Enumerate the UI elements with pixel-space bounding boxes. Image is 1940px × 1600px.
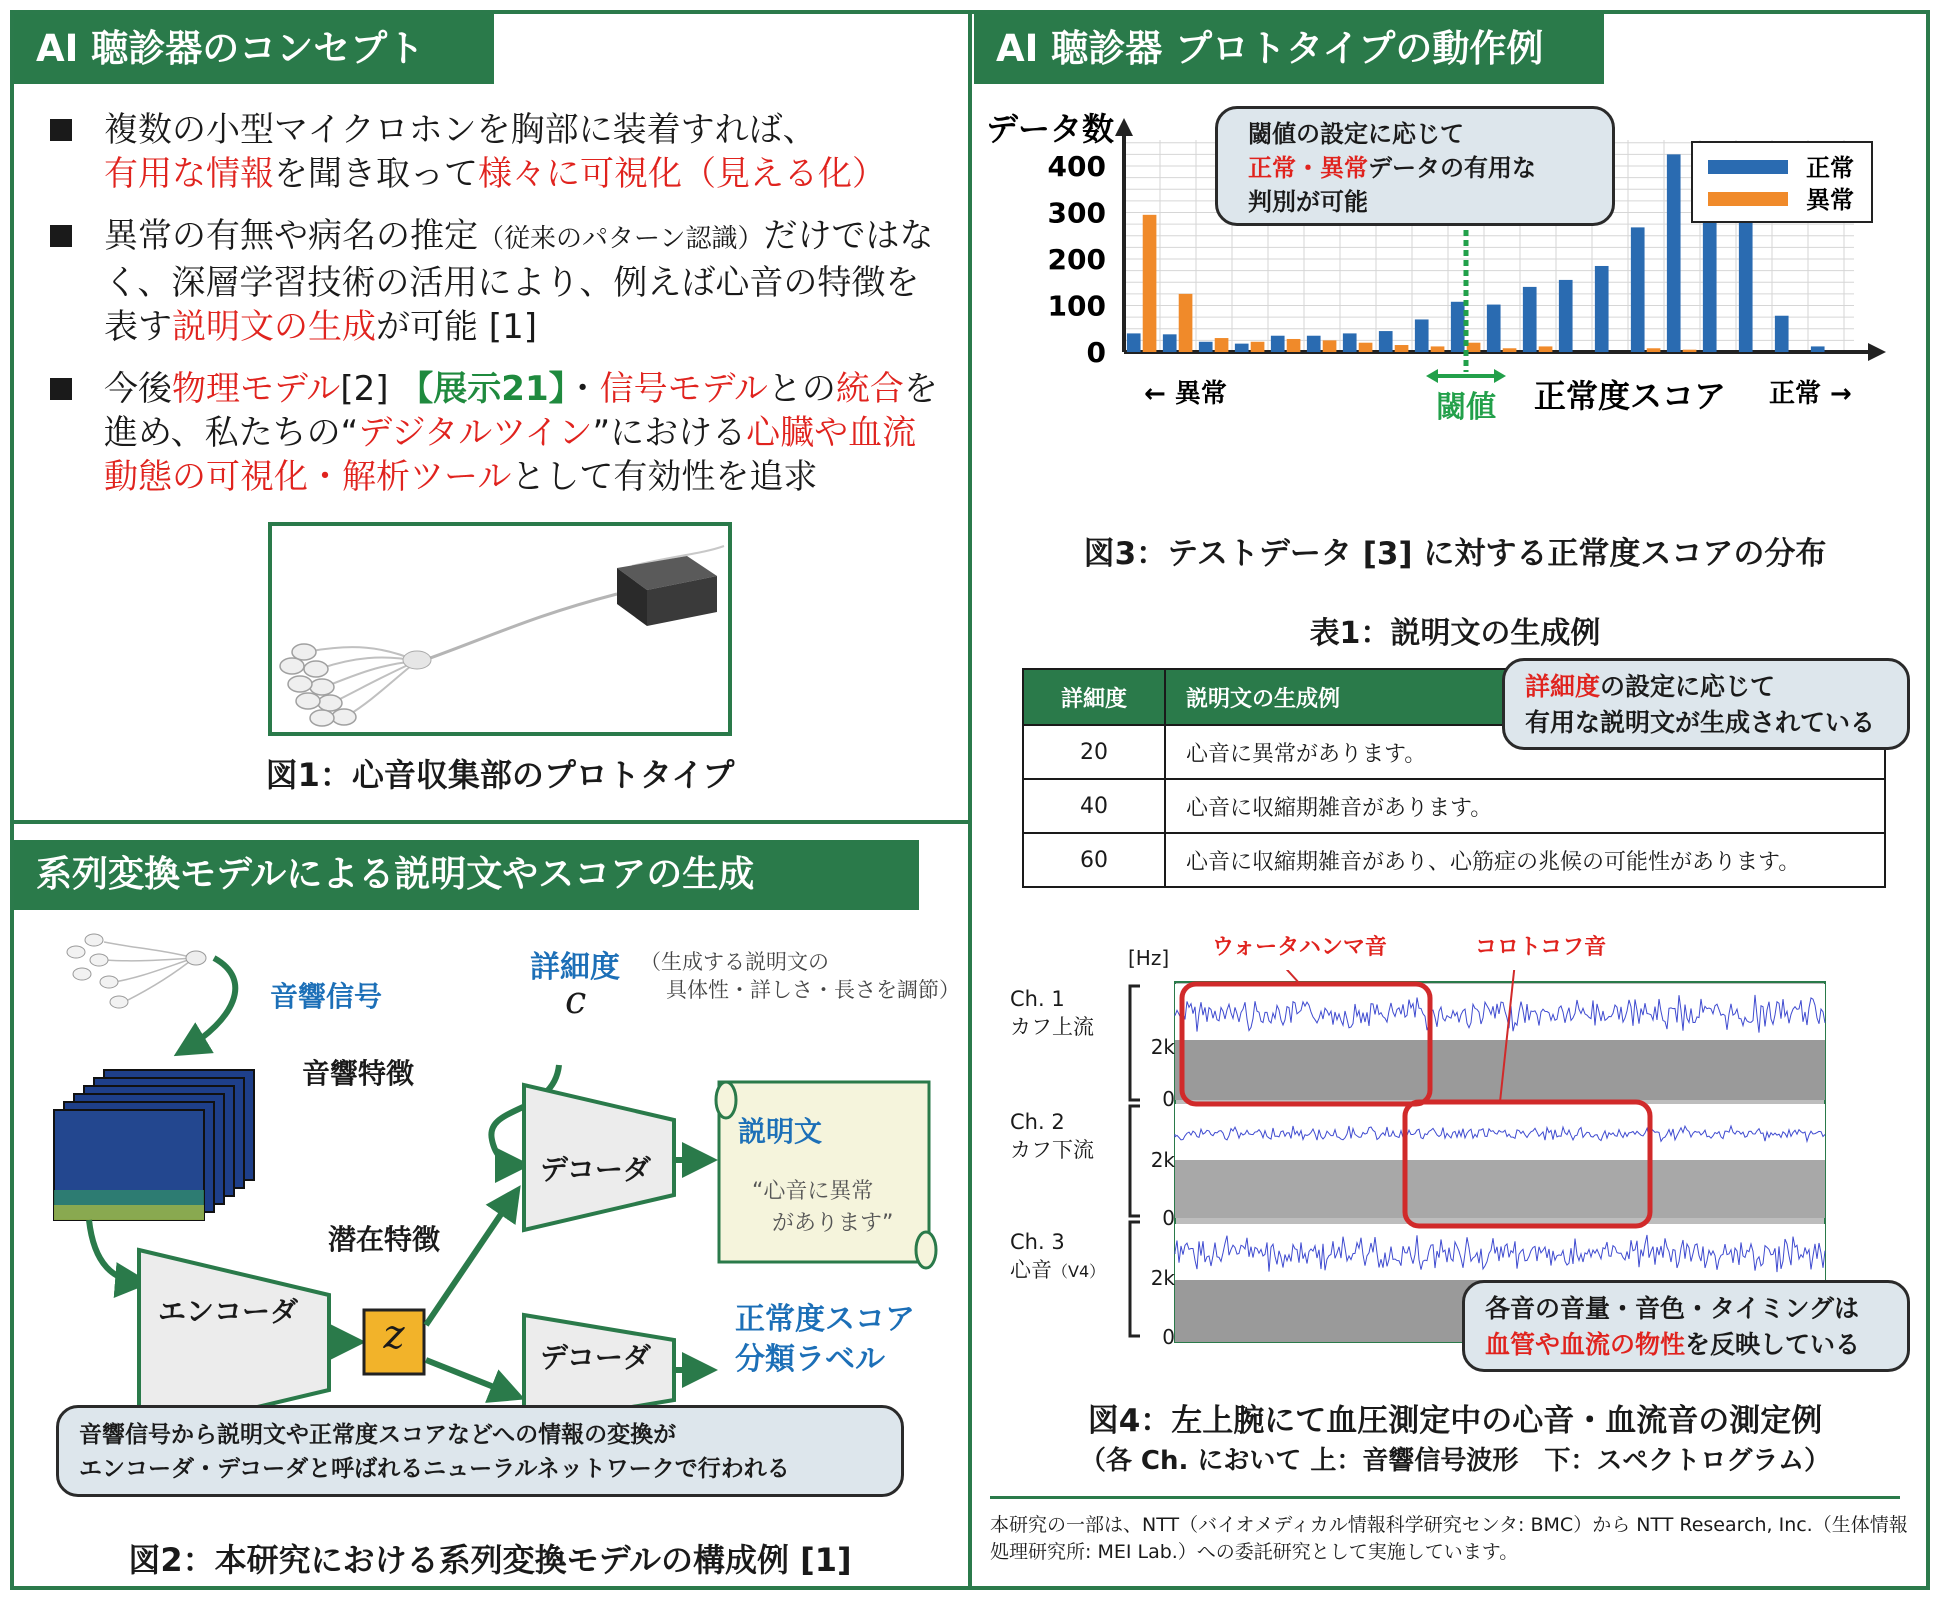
bullet-3-highlight-5: 心臓や血流動態の可視化・解析ツール [104,413,917,497]
fig3-caption: 図3：テストデータ [3] に対する正常度スコアの分布 [1083,536,1827,572]
bullet-square [50,225,72,247]
detail-callout [1502,658,1910,750]
y-tick-label: 400 [1047,150,1106,183]
bullet-3-highlight-4: デジタルツイン [358,413,593,453]
bullet-2-text-2: だけではなく、深層学習技術の活用により、例えば心音の特徴を表す [104,216,934,347]
bullet-2-highlight: 説明文の生成 [172,307,376,347]
ch2-label-line-1: Ch. 2 [1010,1110,1065,1134]
ch1-tick-0: 0 [1162,1087,1175,1111]
arrow-feature-to-encoder [89,1220,139,1282]
table-header-text: 説明文の生成例 [1165,669,1885,725]
legend-swatch [1708,160,1788,174]
bullet-3-text-3: ・ [565,369,600,409]
ch1-label-line-2: カフ上流 [1010,1015,1094,1039]
bar-abnormal [1683,350,1697,352]
bullet-1-highlight-1: 有用な情報 [104,154,274,194]
detail-note-line-2: 具体性・詳しさ・長さを調節） [666,978,960,1002]
footnote: 本研究の一部は、NTT（バイオメディカル情報科学研究センタ: BMC）から NTT Research, Inc.（生体情報処理研究所: MEI Lab.）への委託研究として実施しています。 [990,1514,1908,1563]
detail-callout-highlight: 詳細度 [1525,672,1601,701]
table-cell-level: 40 [1023,779,1165,833]
bar-abnormal [1251,342,1265,352]
latent-feature-label: 潜在特徴 [328,1223,441,1256]
microphone-array-illustration [272,526,728,732]
bullet-3-text-2: [2] [340,369,400,409]
bar-normal [1379,331,1393,352]
bullet-3 [46,367,946,499]
ch2-tick-2k: 2k [1150,1148,1175,1172]
threshold-callout-line-2: データの有用な [1368,154,1536,182]
bullet-3-text-7: として有効性を追求 [511,457,818,497]
prototype-photo [268,522,732,736]
bar-abnormal [1179,294,1193,352]
spectro-callout-highlight: 血管や血流の物性 [1485,1330,1686,1359]
concept-header: AI 聴診器のコンセプト [14,14,494,84]
bar-normal [1667,154,1681,352]
latent-z-symbol: z [383,1312,405,1358]
bullet-3-text-4: との [767,369,836,409]
hz-unit-label: [Hz] [1128,946,1170,970]
bar-normal [1631,227,1645,352]
bar-abnormal [1647,348,1661,352]
bullet-1-highlight-2: 様々に可視化（見える化） [478,154,886,194]
bar-normal [1235,344,1249,352]
spectro-callout-line-1: 各音の音量・音色・タイミングは [1485,1294,1860,1323]
bar-abnormal [1395,345,1409,352]
scroll-quote [752,1176,893,1240]
bar-normal [1559,280,1573,352]
bar-abnormal [1359,343,1373,352]
model-callout-line-2: エンコーダ・デコーダと呼ばれるニューラルネットワークで行われる [79,1456,790,1482]
y-tick-label: 100 [1047,289,1106,323]
concept-bullets [46,108,946,517]
model-callout [56,1405,904,1497]
exhibit-link: 【展示21】 [399,369,566,409]
encoder-label: エンコーダ [158,1295,299,1328]
bar-normal [1811,346,1825,352]
detail-c-symbol: c [565,978,587,1022]
ch1-tick-2k: 2k [1150,1035,1175,1059]
table-cell-text: 心音に収縮期雑音があります。 [1165,779,1885,833]
arrow-signal-to-feature [184,958,235,1050]
y-tick-label: 0 [1086,336,1106,369]
bar-abnormal [1323,340,1337,352]
table-header-level: 詳細度 [1023,669,1165,725]
bar-abnormal [1503,348,1517,352]
ch3-tick-0: 0 [1162,1325,1175,1349]
detail-label: 詳細度 [530,950,620,985]
decoder-2-label: デコーダ [540,1341,651,1374]
y-axis-title: データ数 [986,110,1115,148]
ch3-label-line-2: 心音 [1010,1258,1052,1282]
bullet-3-highlight-1: 物理モデル [172,369,341,409]
threshold-callout-line-3: 判別が可能 [1248,188,1368,216]
table1-title: 表1：説明文の生成例 [1309,616,1601,651]
bullet-square [50,378,72,400]
fig4-subcaption: （各 Ch. において 上：音響信号波形 下：スペクトログラム） [1079,1446,1831,1476]
table-cell-level: 20 [1023,725,1165,779]
footnote-rule [990,1496,1900,1499]
bar-normal [1163,334,1177,352]
bullet-2 [46,214,946,349]
bullet-1-text: 複数の小型マイクロホンを胸部に装着すれば、 [104,110,817,150]
scroll-title: 説明文 [738,1115,823,1148]
bar-normal [1595,266,1609,352]
spectrogram-band [1175,1040,1825,1100]
ch3-label [1010,1228,1105,1286]
bar-abnormal [1287,339,1301,352]
scroll-quote-line-2: があります” [772,1211,894,1236]
bar-abnormal [1431,346,1445,352]
ch3-tick-2k: 2k [1150,1266,1175,1290]
bar-normal [1775,316,1789,352]
bar-normal [1127,333,1141,352]
bar-abnormal [1215,338,1229,352]
mic-array-icon [67,934,206,1008]
bullet-1-text-2: を聞き取って [274,154,478,194]
y-tick-label: 200 [1047,243,1106,276]
bar-normal [1487,305,1501,352]
water-hammer-label: ウォータハンマ音 [1212,935,1387,960]
korotkoff-label: コロトコフ音 [1475,935,1607,960]
vertical-divider [968,10,972,1590]
threshold-arrowhead-left [1426,369,1438,383]
fig1-caption: 図1：心音収集部のプロトタイプ [265,756,735,794]
threshold-callout-highlight: 正常・異常 [1248,154,1368,182]
arrow-z-to-decoder1 [426,1195,514,1325]
ch2-label-line-2: カフ下流 [1010,1138,1094,1162]
model-header: 系列変換モデルによる説明文やスコアの生成 [14,840,919,910]
bullet-2-text-3: が可能 [1] [376,307,537,347]
acoustic-signal-label: 音響信号 [270,980,383,1013]
bullet-3-text: 今後 [104,369,172,409]
bar-normal [1271,336,1285,352]
detail-callout-line-2: 有用な説明文が生成されている [1525,708,1876,737]
bullet-3-highlight-3: 統合 [835,369,904,409]
ch2-label [1010,1108,1094,1164]
ch3-label-note: （V4） [1052,1262,1106,1281]
fig2-caption: 図2：本研究における系列変換モデルの構成例 [1] [128,1541,852,1579]
decoder-1-label: デコーダ [540,1153,651,1186]
bullet-2-text: 異常の有無や病名の推定 [104,216,478,256]
acoustic-feature-label: 音響特徴 [302,1057,415,1090]
waveform-band [1175,984,1825,1040]
table-cell-level: 60 [1023,833,1165,887]
ch2-tick-0: 0 [1162,1206,1175,1230]
bar-normal [1307,336,1321,352]
threshold-label: 閾値 [1436,390,1496,425]
bar-normal [1199,342,1213,352]
x-axis-right-label: 正常 → [1769,379,1852,409]
detail-callout-line-1: の設定に応じて [1600,672,1776,701]
bar-normal [1415,319,1429,352]
bar-abnormal [1143,215,1157,352]
legend-swatch [1708,192,1788,206]
demo-header: AI 聴診器 プロトタイプの動作例 [974,14,1604,84]
bullet-3-text-6: ”における [592,413,747,453]
bar-normal [1451,302,1465,352]
bullet-2-note: （従来のパターン認識） [478,224,764,254]
threshold-arrowhead-right [1494,369,1506,383]
table-row [1023,833,1885,887]
x-axis-left-label: ← 異常 [1144,379,1227,409]
fig4-caption: 図4：左上腕にて血圧測定中の心音・血流音の測定例 [1087,1403,1823,1439]
scroll-quote-line-1: “心音に異常 [752,1179,874,1204]
x-axis-title: 正常度スコア [1534,377,1727,415]
detail-note-line-1: （生成する説明文の [640,950,829,974]
detail-note [640,948,960,1004]
bar-abnormal [1539,346,1553,352]
bullet-1 [46,108,946,196]
threshold-callout [1215,106,1615,226]
score-output-line-2: 分類ラベル [735,1342,885,1377]
bar-abnormal [1467,343,1481,352]
spectro-callout [1462,1280,1910,1372]
y-axis-arrowhead [1115,118,1133,136]
table-row [1023,779,1885,833]
ch3-label-line-1: Ch. 3 [1010,1230,1065,1254]
legend-label: 異常 [1806,186,1854,214]
arrow-z-to-decoder2 [426,1360,514,1395]
table-cell-text: 心音に異常があります。 [1165,725,1885,779]
y-tick-label: 300 [1047,196,1106,230]
horizontal-divider [10,820,970,824]
bullet-3-text-5: を進め、私たちの“ [104,369,938,453]
bullet-square [50,119,72,141]
ch1-label-line-1: Ch. 1 [1010,987,1065,1011]
spectrogram-band [1175,1160,1825,1218]
spectro-callout-line-2: を反映している [1685,1330,1861,1359]
bullet-3-highlight-2: 信号モデル [599,369,768,409]
bar-normal [1343,333,1357,352]
bar-normal [1523,287,1537,352]
model-callout-line-1: 音響信号から説明文や正常度スコアなどへの情報の変換が [79,1422,677,1448]
acoustic-feature-stack [54,1070,254,1220]
score-output [735,1300,915,1380]
legend-label: 正常 [1806,154,1854,182]
threshold-callout-line-1: 閾値の設定に応じて [1248,120,1464,148]
score-output-line-1: 正常度スコア [735,1302,915,1337]
ch1-label [1010,985,1094,1041]
table-cell-text: 心音に収縮期雑音があり、心筋症の兆候の可能性があります。 [1165,833,1885,887]
x-axis-arrowhead [1868,343,1886,361]
